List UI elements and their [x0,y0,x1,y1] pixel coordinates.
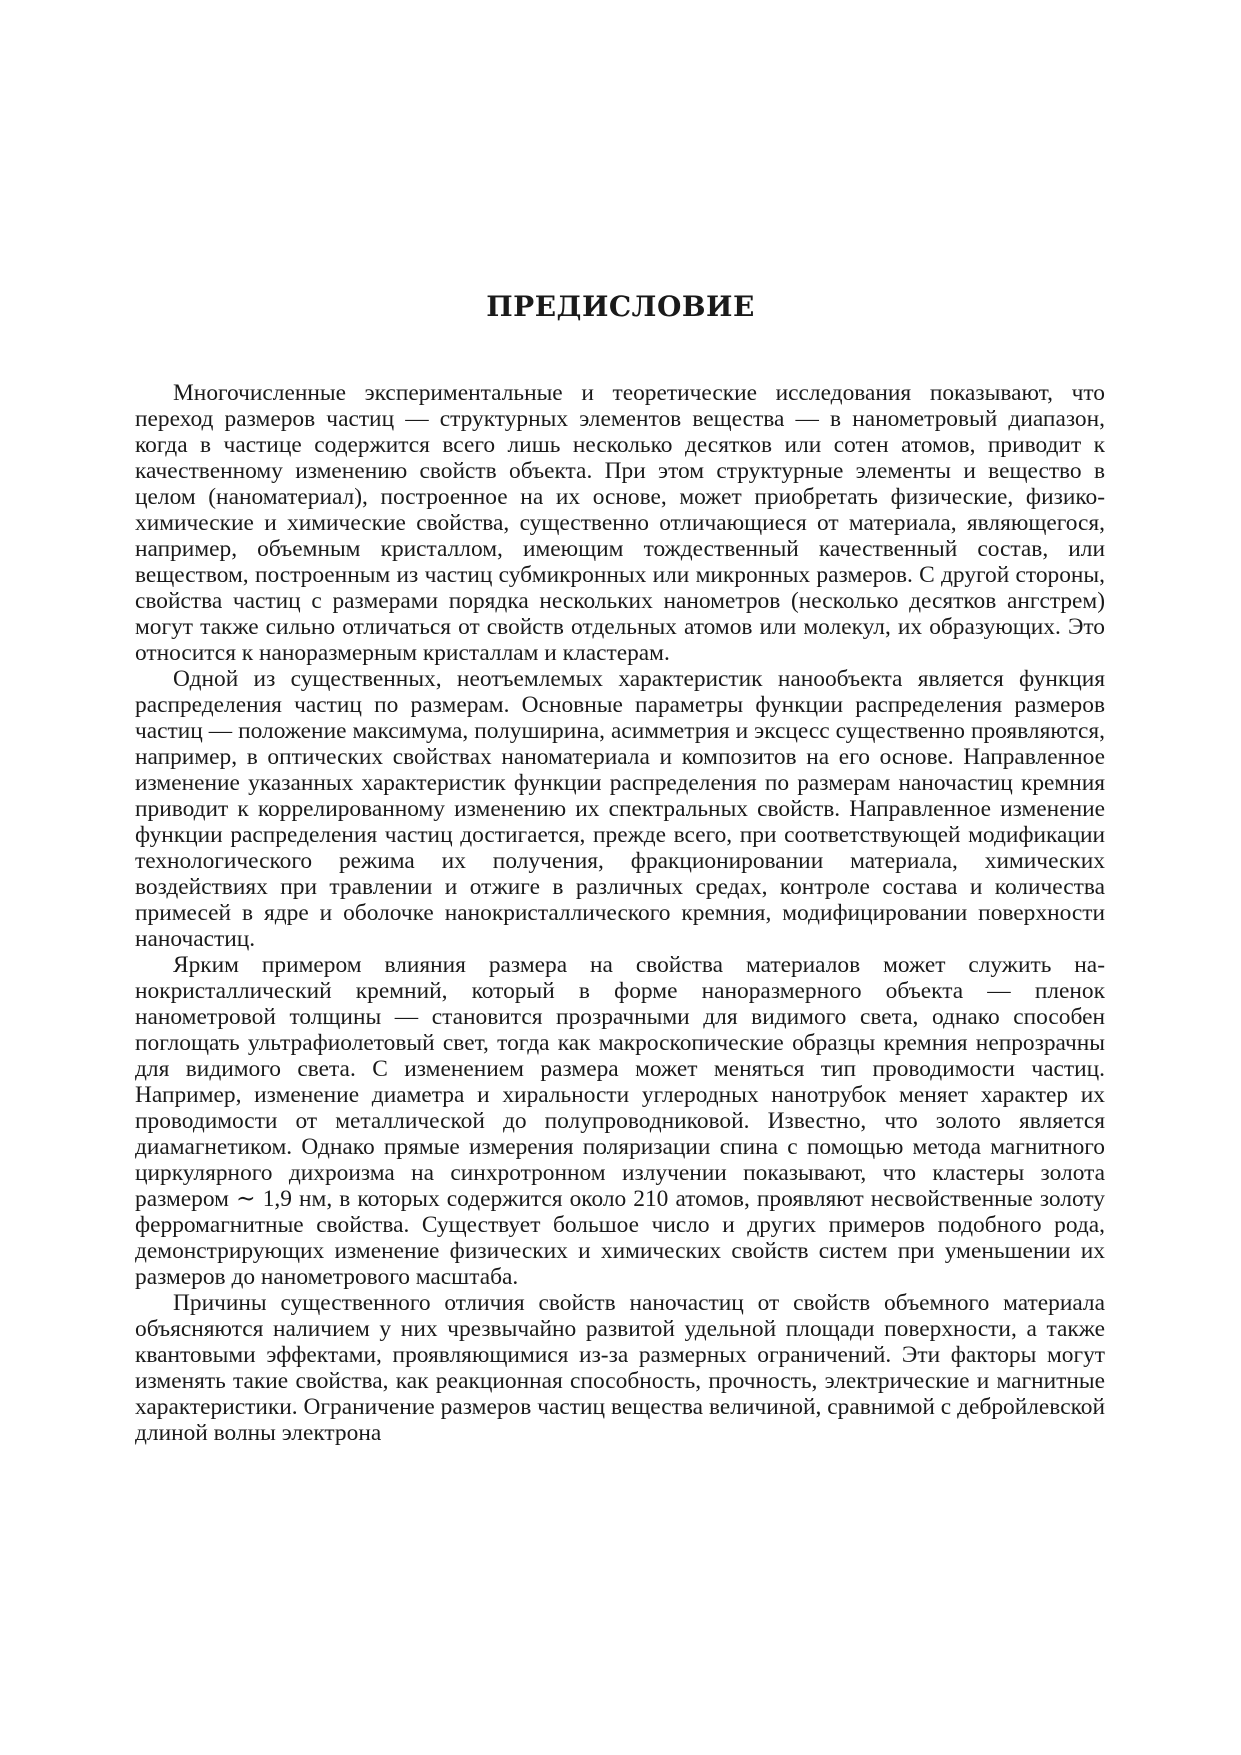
page-title: ПРЕДИСЛОВИЕ [486,290,755,323]
paragraph-4: Причины существенного отличия свойств наночастиц от свойств объемного материала объясняются наличием у них чрезвычайно развитой удельной площади поверхности, а также квантовыми эффектами, проявляющимися из-за размерных ограничений. Эти факторы могут изменять такие свойства, как реакционная способность, прочность, электрические и магнитные характеристики. Ограничение размеров частиц вещества величиной, сравнимой с дебройлевской длиной волны электрона [135,1290,1105,1446]
body-text [135,380,1105,1446]
paragraph-3: Ярким примером влияния размера на свойства материалов может служить нанокристаллический кремний, который в форме наноразмерного объекта — пленок нанометровой толщины — становится прозрачными для видимого света, однако способен поглощать ультрафиолетовый свет, тогда как макроскопические образцы кремния непрозрачны для видимого света. С изменением размера может меняться тип проводимости частиц. Например, изменение диаметра и хиральности углеродных нанотрубок меняет характер их проводимости от металлической до полупроводниковой. Известно, что золото является диамагнетиком. Однако прямые измерения поляризации спина с помощью метода магнитного циркулярного дихроизма на синхротронном излучении показывают, что кластеры золота размером ∼ 1,9 нм, в которых содержится около 210 атомов, проявляют несвойственные золоту ферромагнитные свойства. Существует большое число и других примеров подобного рода, демонстрирующих изменение физических и химических свойств систем при уменьшении их размеров до нанометрового масштаба. [135,952,1105,1290]
paragraph-2: Одной из существенных, неотъемлемых характеристик нанообъекта является функция распределения частиц по размерам. Основные параметры функции распределения размеров частиц — положение максимума, полуширина, асимметрия и эксцесс существенно проявляются, например, в оптических свойствах наноматериала и композитов на его основе. Направленное изменение указанных характеристик функции распределения по размерам наночастиц кремния приводит к коррелированному изменению их спектральных свойств. Направленное изменение функции распределения частиц достигается, прежде всего, при соответствующей модификации технологического режима их получения, фракционировании материала, химических воздействиях при травлении и отжиге в различных средах, контроле состава и количества примесей в ядре и оболочке нанокристаллического кремния, модифицировании поверхности наночастиц. [135,666,1105,952]
paragraph-1: Многочисленные экспериментальные и теоретические исследования показывают, что переход размеров частиц — структурных элементов вещества — в нанометровый диапазон, когда в частице содержится всего лишь несколько десятков или сотен атомов, приводит к качественному изменению свойств объекта. При этом структурные элементы и вещество в целом (наноматериал), построенное на их основе, может приобретать физические, физико-химические и химические свойства, существенно отличающиеся от материала, являющегося, например, объемным кристаллом, имеющим тождественный качественный состав, или веществом, построенным из частиц субмикронных или микронных размеров. С другой стороны, свойства частиц с размерами порядка нескольких нанометров (несколько десятков ангстрем) могут также сильно отличаться от свойств отдельных атомов или молекул, их образующих. Это относится к наноразмерным кристаллам и кластерам. [135,380,1105,666]
